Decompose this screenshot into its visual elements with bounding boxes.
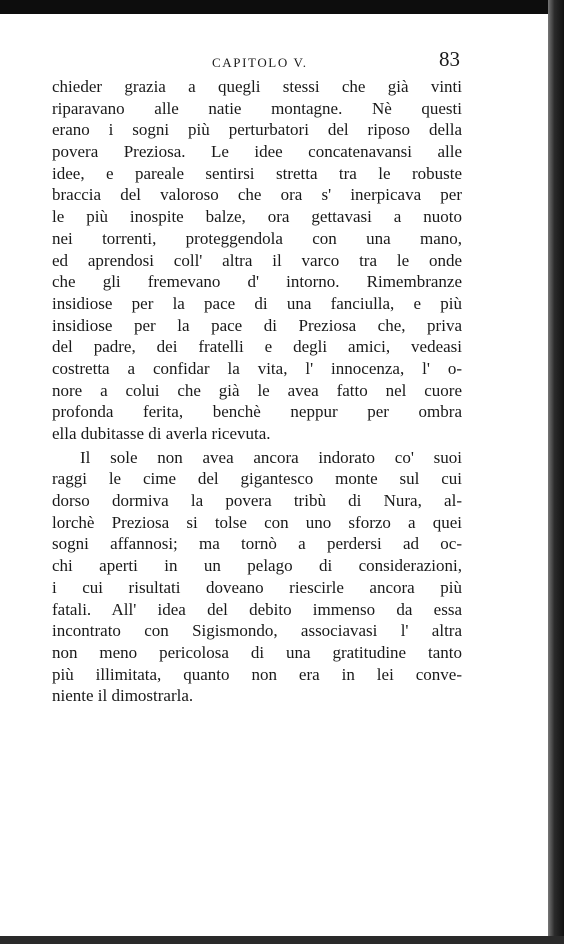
body-text [52,76,462,707]
text-line: fatali. All' idea del debito immenso da essa [52,599,462,619]
page-number: 83 [439,47,460,71]
text-line: ella dubitasse di averla ricevuta. [52,424,271,443]
text-line: nei torrenti, proteggendola con una mano, [52,228,462,248]
text-line: sogni affannosi; ma tornò a perdersi ad oc- [52,534,462,554]
text-line: ed aprendosi coll' altra il varco tra le onde [52,250,462,270]
book-page [52,40,462,707]
text-line: povera Preziosa. Le idee concatenavansi alle [52,142,462,162]
text-line: chieder grazia a quegli stessi che già vinti [52,77,462,96]
text-line: chi aperti in un pelago di considerazioni, [52,556,462,576]
text-line: idee, e pareale sentirsi stretta tra le robuste [52,163,462,183]
text-line: i cui risultati doveano riescirle ancora più [52,577,462,597]
text-line: incontrato con Sigismondo, associavasi l' altra [52,621,462,641]
text-line: raggi le cime del gigantesco monte sul cui [52,469,462,489]
text-line: braccia del valoroso che ora s' inerpicava per [52,185,462,205]
text-line: insidiose per la pace di Preziosa che, priva [52,315,462,335]
text-line: che gli fremevano d' intorno. Rimembranze [52,272,462,292]
running-head [52,40,462,76]
scan-border-bottom [0,936,564,944]
text-line: insidiose per la pace di una fanciulla, e più [52,293,462,313]
text-line: profonda ferita, benchè neppur per ombra [52,402,462,422]
text-line: non meno pericolosa di una gratitudine tanto [52,642,462,662]
text-line: le più inospite balze, ora gettavasi a nuoto [52,207,462,227]
text-line: costretta a confidar la vita, l' innocenza, l' o- [52,358,462,378]
text-line: più illimitata, quanto non era in lei conve- [52,664,462,684]
text-line: dorso dormiva la povera tribù di Nura, al- [52,491,462,511]
book-spine-edge [548,0,564,944]
text-line: lorchè Preziosa si tolse con uno sforzo a quei [52,512,462,532]
text-line: nore a colui che già le avea fatto nel cuore [52,380,462,400]
text-line: Il sole non avea ancora indorato co' suoi [80,447,462,467]
text-line: riparavano alle natie montagne. Nè questi [52,98,462,118]
text-line: niente il dimostrarla. [52,686,194,706]
text-line: erano i sogni più perturbatori del riposo della [52,120,462,140]
scan-border-top [0,0,564,14]
chapter-title: CAPITOLO V. [212,55,308,70]
text-line: del padre, dei fratelli e degli amici, vedeasi [52,337,462,357]
